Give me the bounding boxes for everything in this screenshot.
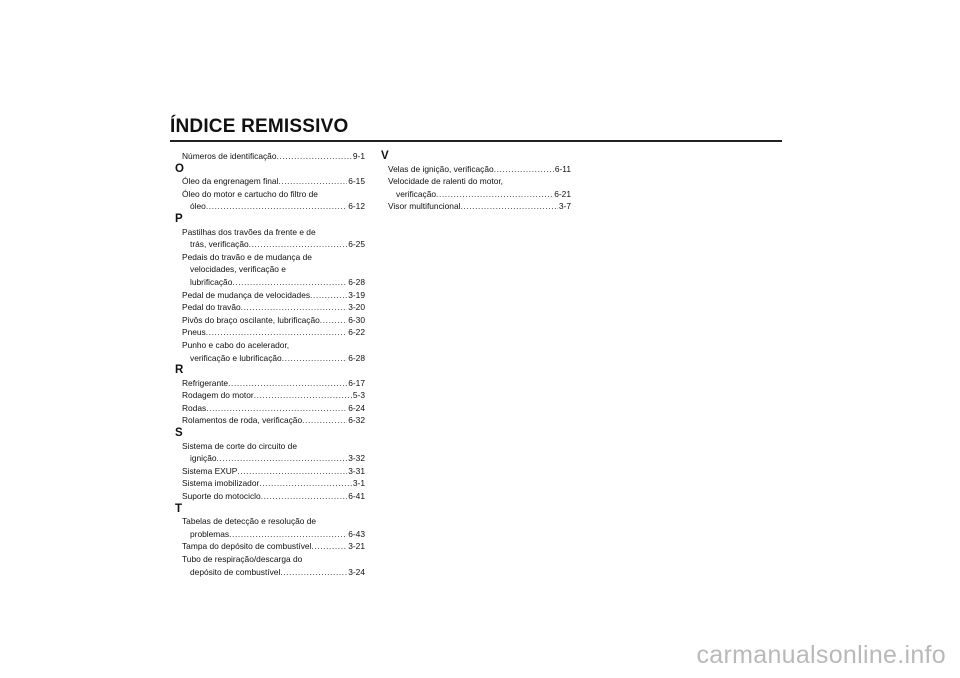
index-entry-page: 6-17 (348, 377, 365, 388)
dot-leader (237, 465, 347, 478)
index-entry-line (182, 314, 365, 327)
index-entry-page: 6-22 (348, 327, 365, 338)
index-section-letter: V (381, 150, 389, 162)
index-entry (175, 289, 365, 302)
index-entry-text: Sistema de corte do circuito de (182, 440, 297, 451)
index-entry-text: Rolamentos de roda, verificação (182, 415, 303, 426)
dot-leader (282, 352, 348, 365)
dot-leader (494, 163, 554, 176)
page-title: ÍNDICE REMISSIVO (170, 116, 349, 137)
index-section-letter: S (175, 427, 183, 440)
index-entry-text: problemas (190, 528, 230, 539)
index-entry (175, 553, 365, 578)
index-entry-text: Pedais do travão e de mudança de (182, 251, 312, 262)
index-entry-text: Óleo da engrenagem final (182, 176, 279, 187)
index-entry-line (182, 276, 365, 289)
index-entry-text: ignição (190, 453, 217, 464)
index-entry (175, 226, 365, 251)
index-entry-line (182, 188, 365, 201)
index-entry-text: Sistema EXUP (182, 465, 238, 476)
index-entry (175, 339, 365, 364)
index-entry-text: lubrificação (190, 276, 233, 287)
index-entry (175, 490, 365, 503)
index-entry-line (182, 566, 365, 579)
index-entry-line (388, 188, 571, 201)
index-entry-line (182, 289, 365, 302)
index-entry-text: Punho e cabo do acelerador, (182, 339, 290, 350)
index-entry-text: Sistema imobilizador (182, 478, 260, 489)
index-entry-page: 3-19 (348, 289, 365, 300)
index-entry-line (182, 465, 365, 478)
index-entry-page: 3-32 (348, 453, 365, 464)
index-entry (175, 540, 365, 553)
index-entry-text: Velas de ignição, verificação (388, 163, 494, 174)
dot-leader (228, 377, 347, 390)
index-entry-text: Tubo de respiração/descarga do (182, 554, 303, 564)
index-column-right (381, 150, 571, 213)
index-entry-text: Pneus (182, 327, 206, 338)
index-entry (175, 440, 365, 465)
index-entry (175, 515, 365, 540)
index-section-letter: T (175, 502, 183, 515)
index-entry-line (182, 200, 365, 213)
index-entry-text: verificação (396, 188, 437, 199)
index-entry-line (182, 452, 365, 465)
index-entry (175, 414, 365, 427)
index-entry-text: Pivôs do braço oscilante, lubrificação (182, 314, 320, 325)
index-entry-text: depósito de combustível (190, 566, 281, 577)
index-entry-page: 6-24 (348, 402, 365, 413)
index-entry (381, 175, 571, 200)
dot-leader (232, 276, 347, 289)
index-section-letter: R (175, 364, 184, 377)
index-entry-page: 3-7 (558, 201, 571, 212)
index-entry-page: 3-20 (348, 302, 365, 313)
index-entry-page: 6-25 (348, 239, 365, 250)
index-entry-line (182, 440, 365, 453)
index-entry-line (182, 339, 365, 352)
index-entry-line (388, 200, 571, 213)
index-entry (175, 314, 365, 327)
index-entry (175, 175, 365, 188)
index-entry-page: 3-31 (348, 465, 365, 476)
index-entry (175, 188, 365, 213)
dot-leader (249, 238, 348, 251)
index-entry-text: verificação e lubrificação (190, 352, 282, 363)
index-entry-text: Rodagem do motor (182, 390, 254, 401)
index-entry-line (182, 263, 365, 276)
index-entry-line (182, 150, 365, 163)
dot-leader (320, 314, 347, 327)
index-entry-line (182, 301, 365, 314)
index-entry-line (182, 490, 365, 503)
dot-leader (277, 150, 352, 163)
index-entry-line (182, 226, 365, 239)
index-entry (381, 163, 571, 176)
dot-leader (259, 477, 352, 490)
index-entry (175, 377, 365, 390)
index-section-letter: P (175, 212, 183, 225)
dot-leader (241, 301, 348, 314)
index-entry-page: 6-21 (554, 188, 571, 199)
index-entry (175, 477, 365, 490)
index-entry (175, 150, 365, 163)
index-entry-text: Tabelas de detecção e resolução de (182, 516, 317, 527)
index-entry-line (182, 528, 365, 541)
index-entry-line (182, 238, 365, 251)
index-section-letter: O (175, 162, 184, 175)
dot-leader (460, 200, 557, 213)
index-entry-page: 6-41 (348, 491, 365, 502)
dot-leader (436, 188, 553, 201)
index-entry-page: 6-11 (554, 163, 571, 174)
dot-leader (302, 414, 347, 427)
dot-leader (261, 490, 348, 503)
index-entry-text: Rodas (182, 402, 207, 413)
index-entry-line (182, 515, 365, 528)
index-entry-text: Tampa do depósito de combustível (182, 541, 312, 552)
dot-leader (280, 566, 347, 579)
index-entry-page: 6-28 (348, 276, 365, 287)
index-entry-page: 9-1 (352, 151, 365, 161)
index-entry (381, 200, 571, 213)
index-entry-page: 6-32 (348, 415, 365, 426)
dot-leader (278, 175, 347, 188)
index-entry-line (182, 553, 365, 566)
index-entry (175, 251, 365, 289)
index-entry-text: Velocidade de ralenti do motor, (388, 176, 503, 187)
index-entry (175, 326, 365, 339)
dot-leader (206, 326, 347, 339)
index-entry-text: Suporte do motociclo (182, 491, 261, 502)
index-entry (175, 301, 365, 314)
index-entry-text: Números de identificação (182, 151, 277, 161)
index-entry-page: 6-28 (348, 352, 365, 363)
dot-leader (254, 389, 352, 402)
watermark-text: carmanualsonline.info (696, 641, 946, 669)
index-entry-line (182, 389, 365, 402)
index-entry (175, 402, 365, 415)
index-entry (175, 465, 365, 478)
dot-leader (217, 452, 348, 465)
index-entry-page: 6-30 (348, 314, 365, 325)
dot-leader (229, 528, 347, 541)
index-entry-line (182, 326, 365, 339)
index-column-left (175, 150, 365, 578)
index-entry-page: 6-43 (348, 528, 365, 539)
index-entry-line (388, 175, 571, 188)
index-entry-line (182, 175, 365, 188)
index-entry-text: óleo (190, 201, 206, 212)
index-entry-page: 6-15 (348, 176, 365, 187)
dot-leader (206, 200, 347, 213)
dot-leader (310, 289, 347, 302)
index-entry-line (182, 477, 365, 490)
index-entry-text: Refrigerante (182, 377, 229, 388)
index-entry-line (388, 163, 571, 176)
dot-leader (311, 540, 347, 553)
index-entry-page: 5-3 (352, 390, 365, 401)
index-entry-page: 6-12 (348, 201, 365, 212)
index-entry-line (182, 251, 365, 264)
index-entry-line (182, 402, 365, 415)
index-entry (175, 389, 365, 402)
index-entry-text: Pedal de mudança de velocidades (182, 289, 311, 300)
title-rule (170, 140, 782, 142)
index-entry-page: 3-24 (348, 566, 365, 577)
index-entry-text: trás, verificação (190, 239, 249, 250)
index-entry-text: Pastilhas dos travões da frente e de (182, 226, 316, 237)
index-entry-text: Visor multifuncional (388, 201, 461, 212)
index-entry-text: velocidades, verificação e (190, 264, 286, 275)
index-entry-line (182, 352, 365, 365)
index-entry-page: 3-1 (352, 478, 365, 489)
dot-leader (206, 402, 347, 415)
index-entry-text: Pedal do travão (182, 302, 241, 313)
index-entry-text: Óleo do motor e cartucho do filtro de (182, 188, 318, 199)
index-entry-line (182, 540, 365, 553)
index-entry-line (182, 377, 365, 390)
index-entry-line (182, 414, 365, 427)
index-entry-page: 3-21 (348, 541, 365, 552)
